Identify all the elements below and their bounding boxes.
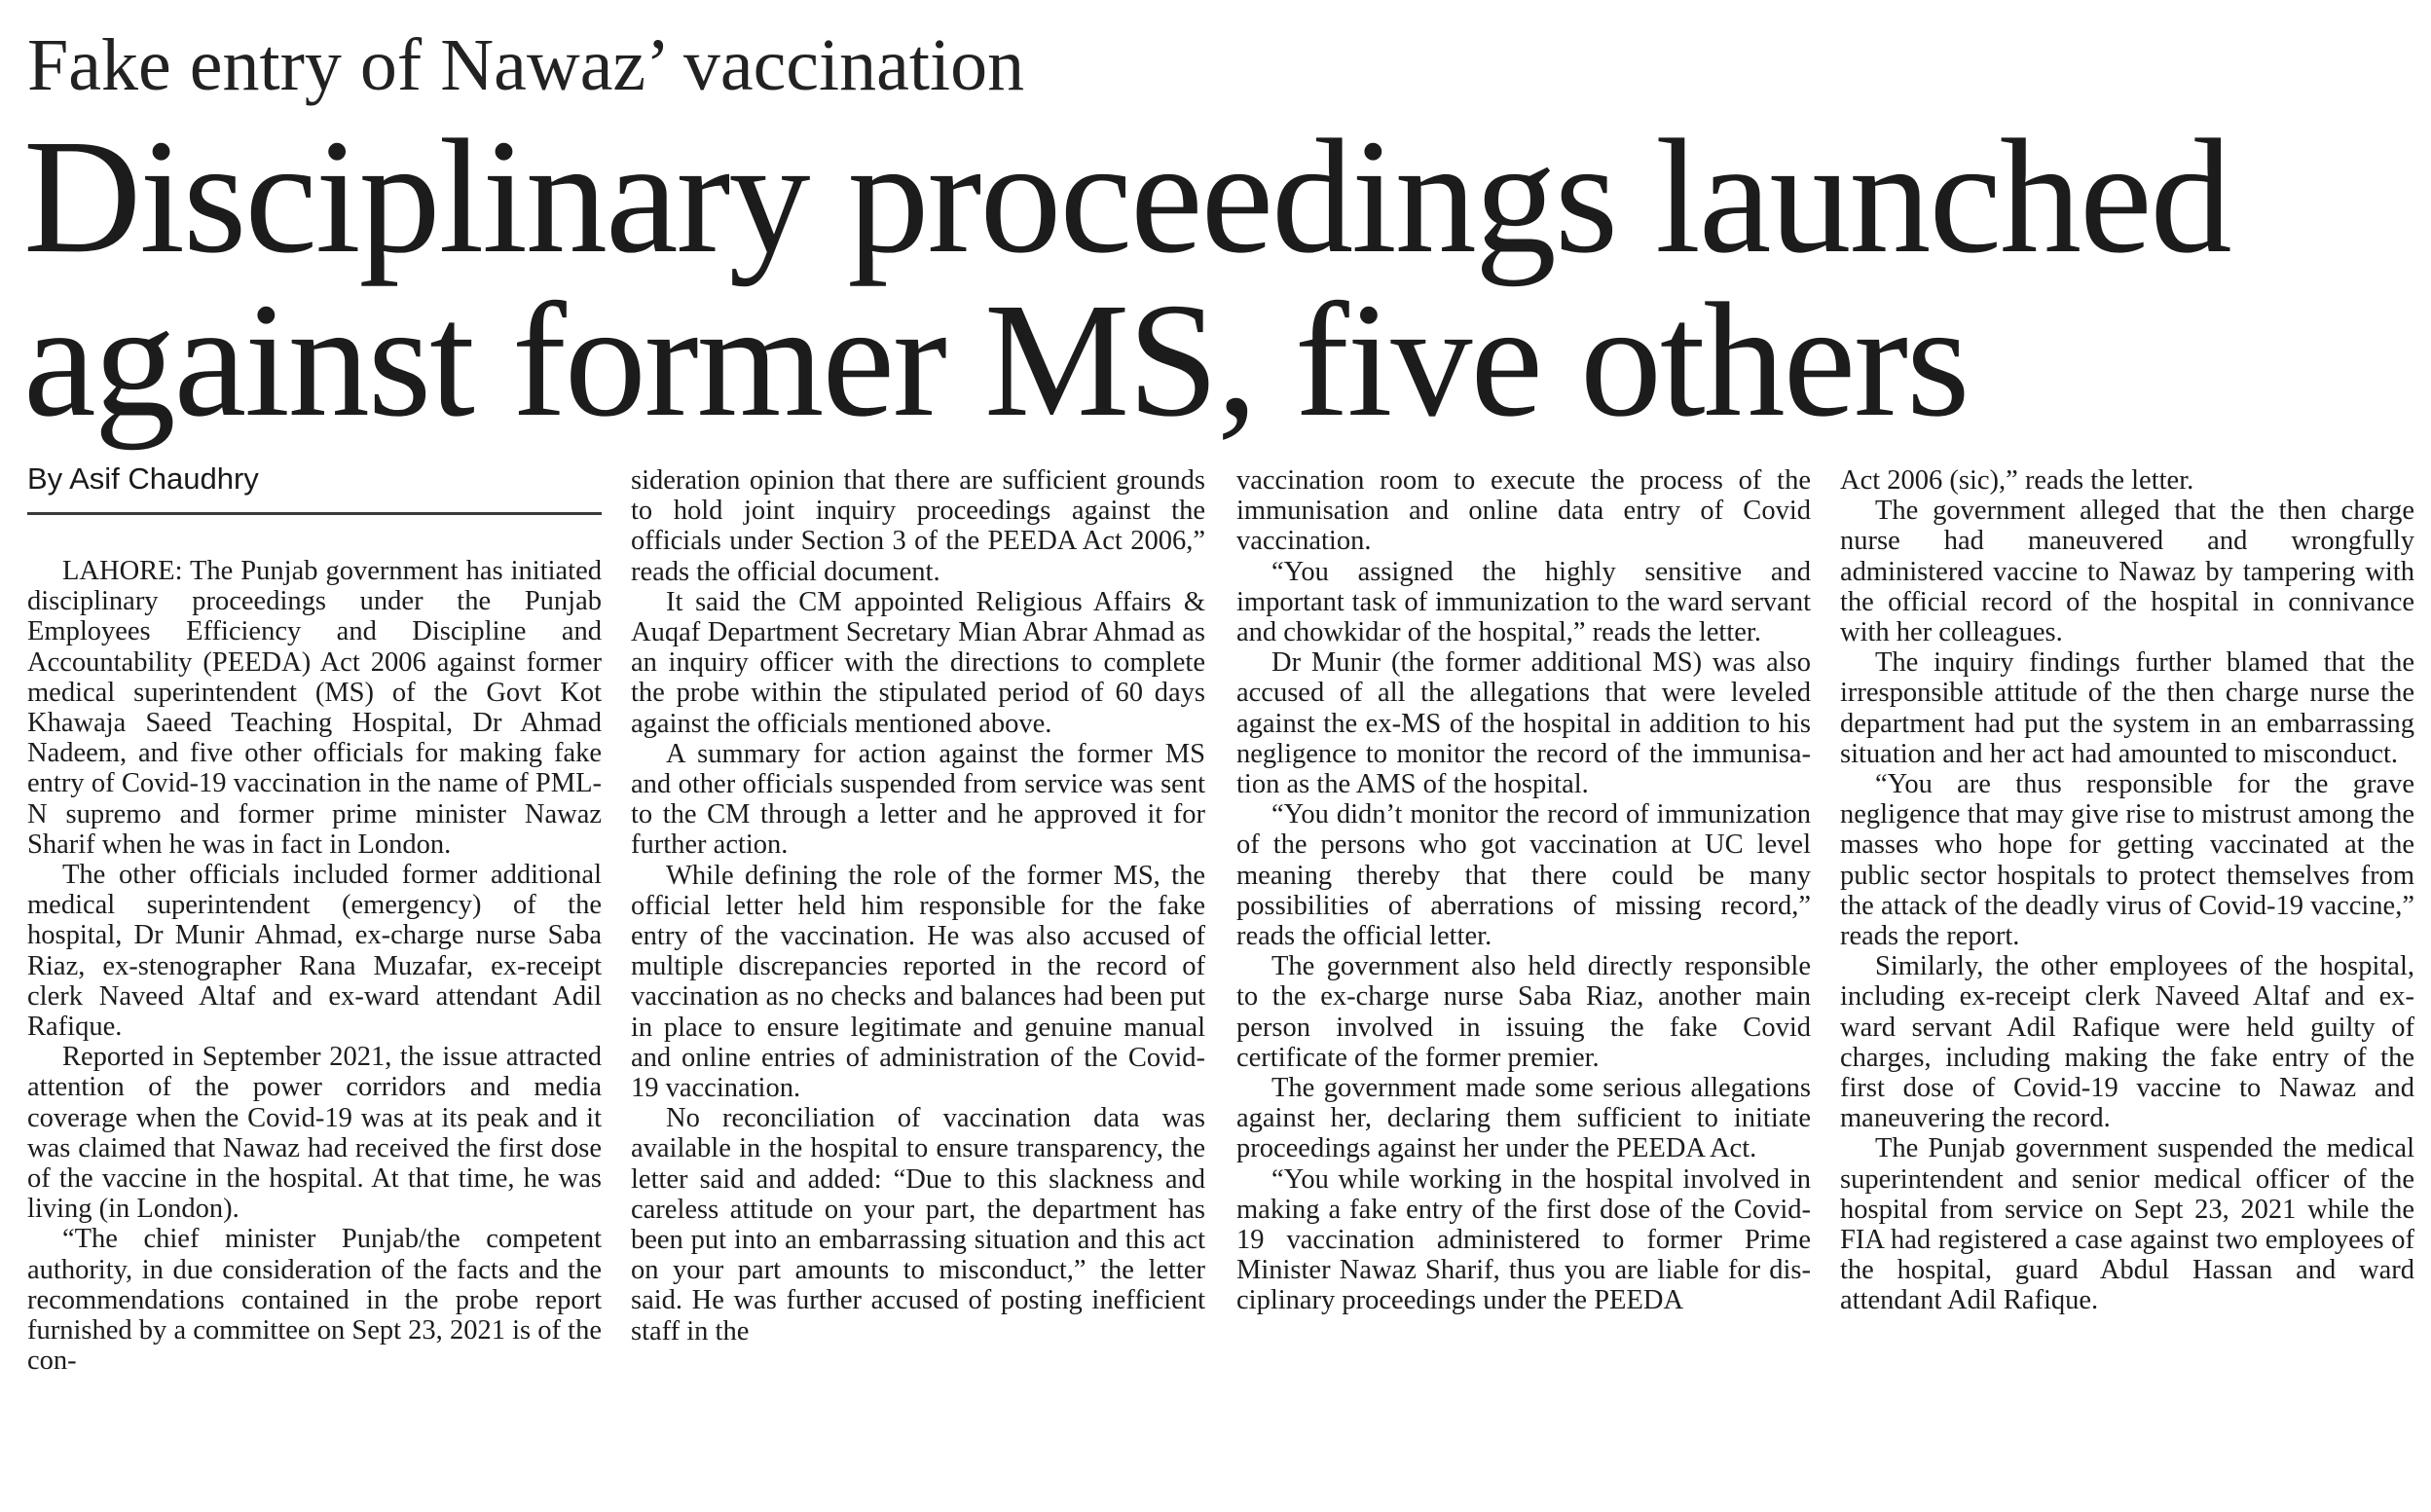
article-paragraph: Act 2006 (sic),” reads the letter.	[1840, 465, 2194, 496]
article-paragraph: It said the CM appointed Religious Affairs & Auqaf Department Secretary Mian Abrar Ahmad as an inquiry officer with the directions to complete the probe within the stipulated period of 60 days against the officials mentioned above.	[631, 586, 1205, 739]
article-paragraph: While defining the role of the former MS, the official letter held him responsible for the fake entry of the vaccination. He was also accused of multiple discrepancies reported in the record of vaccination as no checks and balances had been put in place to ensure legitimate and genuine manual and online entries of administration of the Covid-19 vaccination.	[631, 860, 1205, 1104]
byline: By Asif Chaudhry	[27, 458, 602, 515]
article-paragraph: The Punjab government suspended the medical superintendent and senior medical officer of the hospital from service on Sept 23, 2021 while the FIA had registered a case against two employees of the hospital, guard Abdul Hassan and ward attendant Adil Rafique.	[1840, 1133, 2414, 1316]
article-paragraph: “You are thus responsible for the grave negligence that may give rise to mistrust among the masses who hope for getting vaccinated at the public sector hospitals to protect themselves from the attack of the deadly virus of Covid-19 vaccine,” reads the report.	[1840, 769, 2414, 952]
article-paragraph: sideration opinion that there are sufficient grounds to hold joint inquiry proceedings against the officials under Section 3 of the PEEDA Act 2006,” reads the official document.	[631, 465, 1205, 587]
article-column-1	[27, 556, 602, 1505]
article-paragraph: “You while working in the hospital involved in making a fake entry of the first dose of the Covid-19 vaccination administered to former Prime Minister Nawaz Sharif, thus you are liable for disciplinary proceedings under the PEEDA	[1236, 1163, 1811, 1316]
article-paragraph: Dr Munir (the former additional MS) was also accused of all the allegations that were leveled against the ex-MS of the hospital in addition to his negligence to monitor the record of the immunisation as the AMS of the hospital.	[1236, 647, 1811, 800]
article-paragraph: The government made some serious allegations against her, declaring them sufficient to initiate proceedings against her under the PEEDA Act.	[1236, 1073, 1811, 1164]
article-paragraph: A summary for action against the former MS and other officials suspended from service was sent to the CM through a letter and he approved it for further action.	[631, 738, 1205, 861]
article-column-2	[631, 465, 1205, 1507]
article-paragraph: “You assigned the highly sensitive and important task of immunization to the ward servant and chowkidar of the hospital,” reads the letter.	[1236, 556, 1811, 648]
article-column-3	[1236, 465, 1811, 1507]
article-paragraph: Similarly, the other employees of the hospital, including ex-receipt clerk Naveed Altaf and ex-ward servant Adil Rafique were held guilty of charges, including making the fake entry of the first dose of Covid-19 vaccine to Nawaz and maneuvering the record.	[1840, 951, 2414, 1134]
article-paragraph: LAHORE: The Punjab government has initiated disciplinary proceedings under the Punjab Employees Efficiency and Discipline and Accountability (PEEDA) Act 2006 against former medical superintendent (MS) of the Govt Kot Khawaja Saeed Teaching Hospital, Dr Ahmad Nadeem, and five other officials for making fake entry of Covid-19 vaccination in the name of PML-N supremo and former prime minister Nawaz Sharif when he was in fact in London.	[27, 556, 602, 860]
headline-line-1: Disciplinary proceedings launched	[23, 106, 2230, 287]
article-paragraph: The government alleged that the then charge nurse had maneuvered and wrongfully administered vaccine to Nawaz by tampering with the official record of the hospital in connivance with her colleagues.	[1840, 496, 2414, 648]
kicker-subhead: Fake entry of Nawaz’ vaccination	[27, 24, 1025, 106]
article-paragraph: vaccination room to execute the process of the immunisation and online data entry of Covid vaccination.	[1236, 465, 1811, 557]
headline-line-2: against former MS, five others	[23, 270, 1969, 451]
article-column-4	[1840, 465, 2414, 1507]
article-paragraph: The government also held directly responsible to the ex-charge nurse Saba Riaz, another main person involved in issuing the fake Covid certificate of the former premier.	[1236, 951, 1811, 1073]
headline	[23, 106, 2418, 451]
article-paragraph: No reconciliation of vaccination data was available in the hospital to ensure transparency, the letter said and added: “Due to this slackness and careless attitude on your part, the department has been put into an embarrassing situation and this act on your part amounts to misconduct,” the letter said. He was further accused of posting inefficient staff in the	[631, 1103, 1205, 1346]
article-paragraph: The other officials included former additional medical superintendent (emergency) of the hospital, Dr Munir Ahmad, ex-charge nurse Saba Riaz, ex-stenographer Rana Muzafar, ex-receipt clerk Naveed Altaf and ex-ward attendant Adil Rafique.	[27, 860, 602, 1043]
article-paragraph: “The chief minister Punjab/the competent authority, in due consideration of the facts and the recommendations contained in the probe report furnished by a committee on Sept 23, 2021 is of the con-	[27, 1224, 602, 1377]
article-paragraph: “You didn’t monitor the record of immunization of the persons who got vaccination at UC level meaning thereby that there could be many possibilities of aberrations of missing record,” reads the official letter.	[1236, 799, 1811, 952]
article-paragraph: The inquiry findings further blamed that the irresponsible attitude of the then charge nurse the department had put the system in an embarrassing situation and her act had amounted to misconduct.	[1840, 647, 2414, 769]
article-paragraph: Reported in September 2021, the issue attracted attention of the power corridors and media coverage when the Covid-19 was at its peak and it was claimed that Nawaz had received the first dose of the vaccine in the hospital. At that time, he was living (in London).	[27, 1042, 602, 1225]
